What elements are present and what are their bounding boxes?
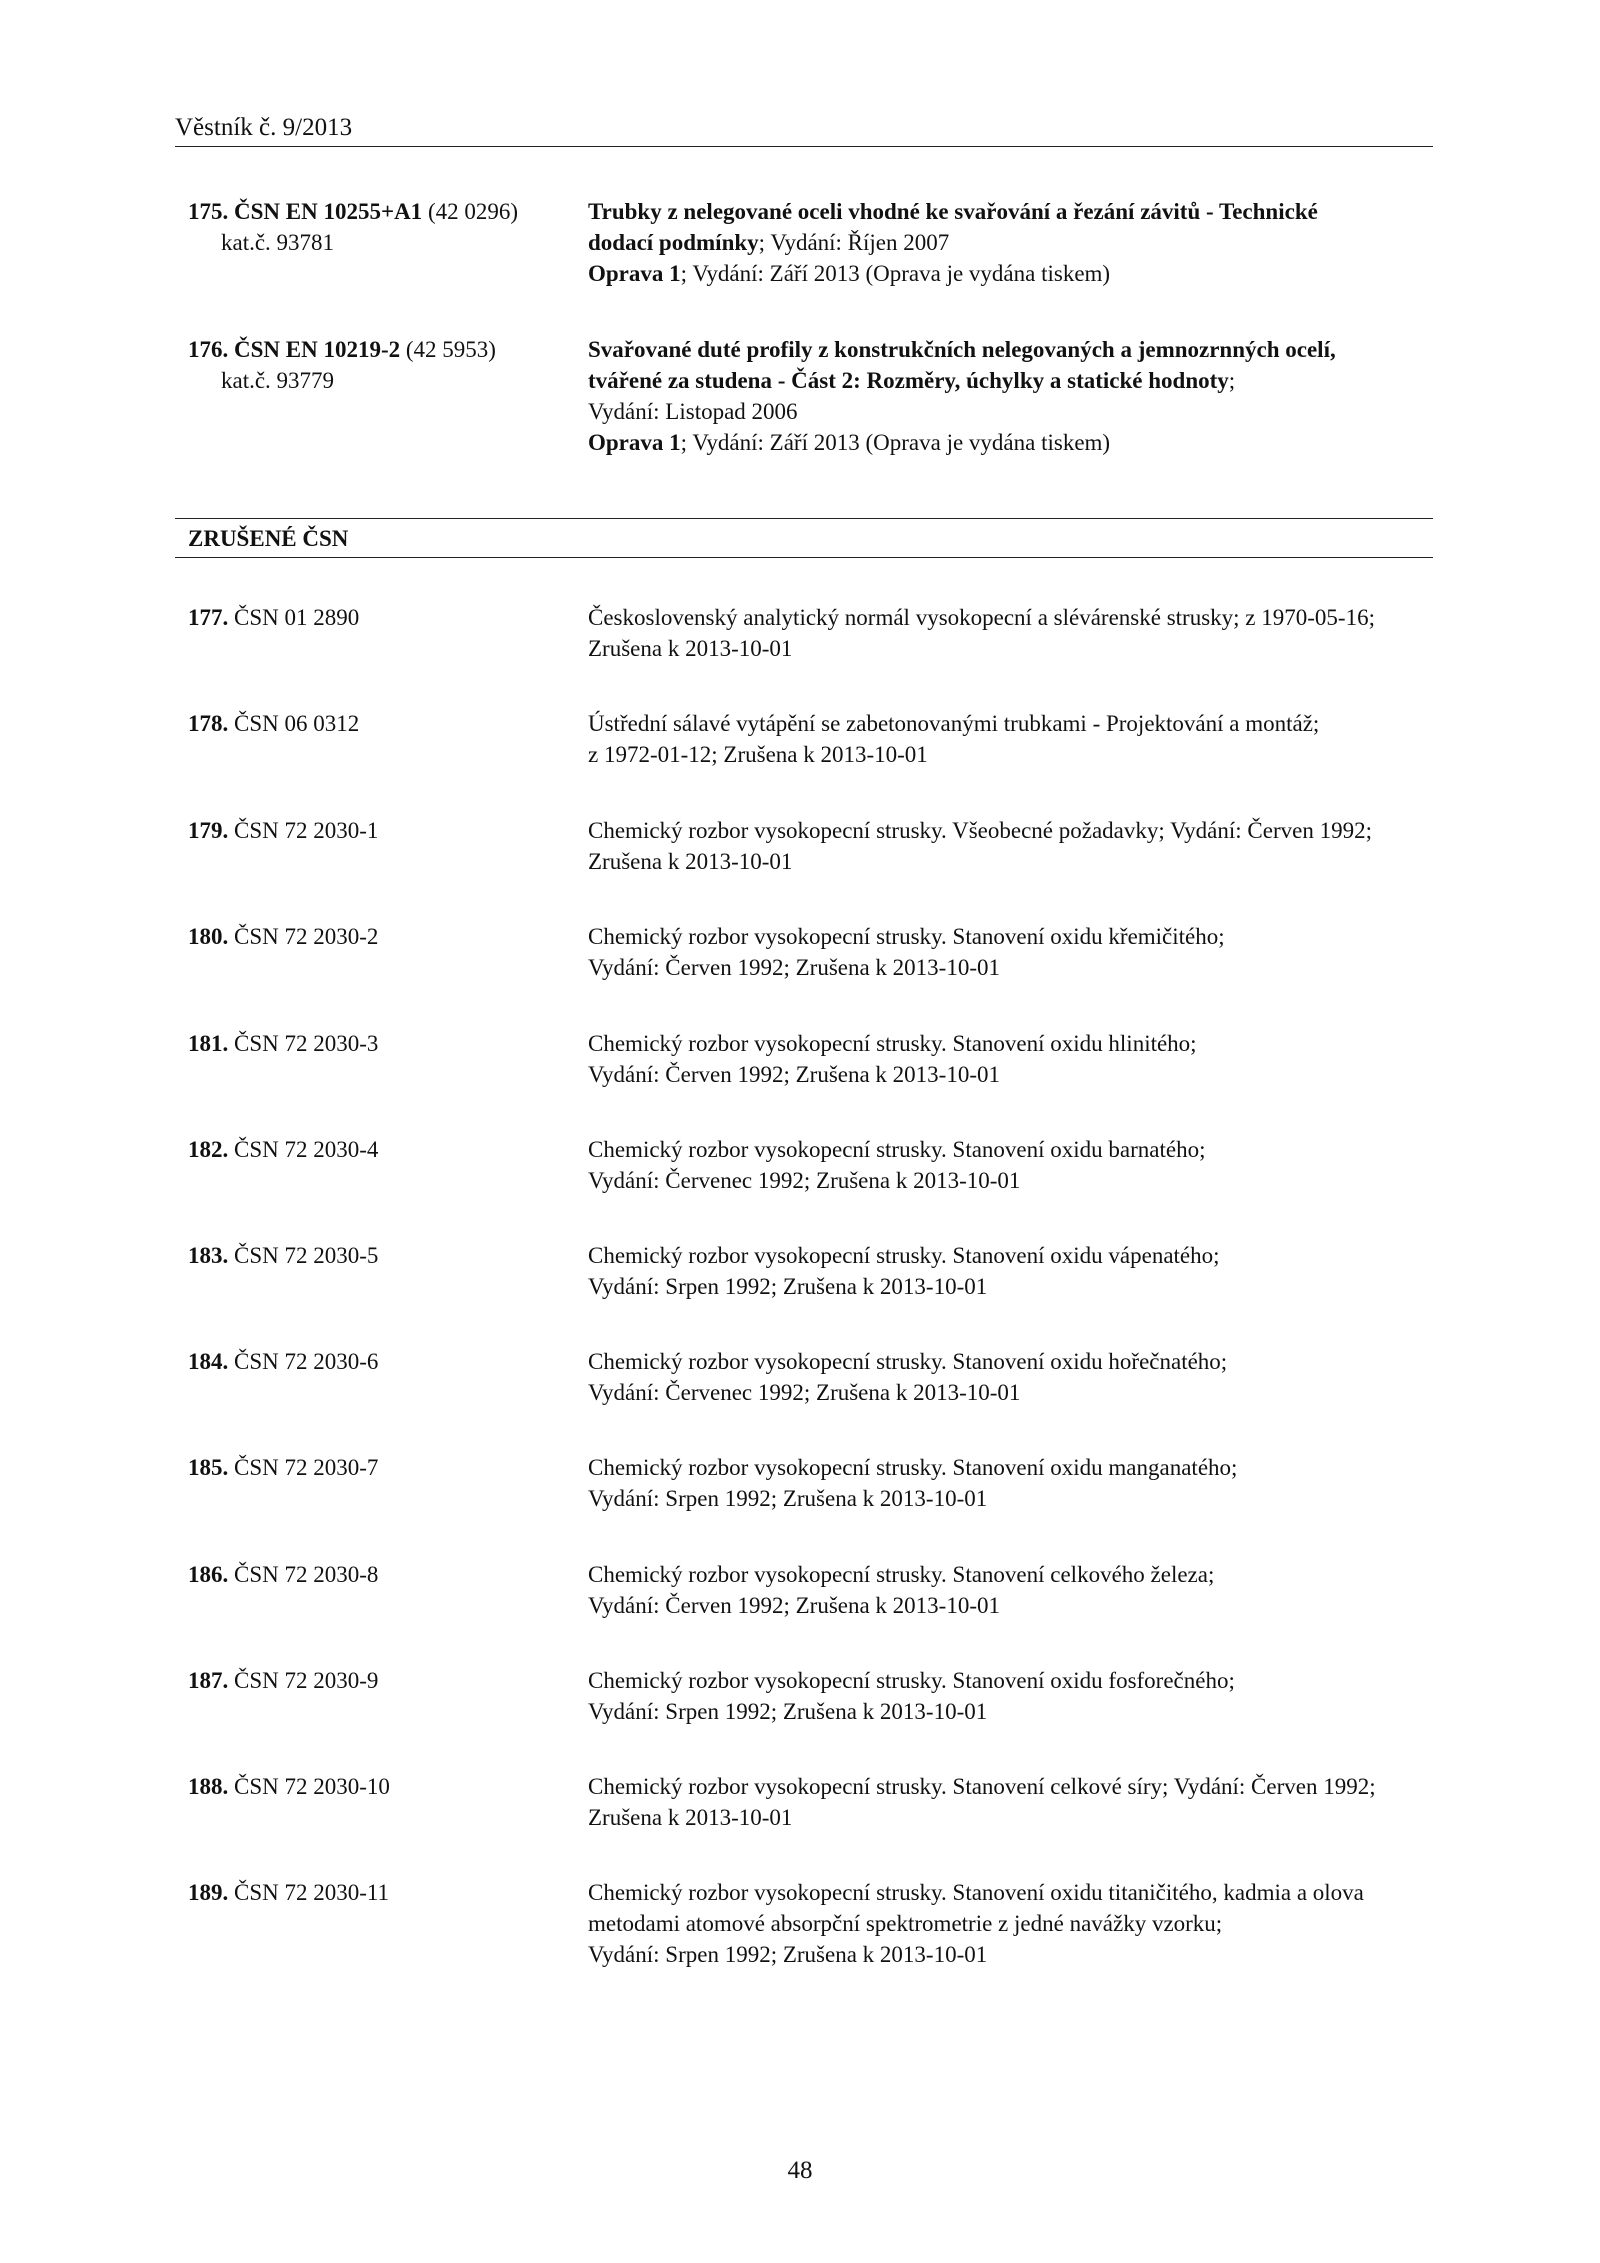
standard-code: ČSN 72 2030-8 xyxy=(228,1562,379,1587)
entry-identifier xyxy=(188,1665,588,1696)
entry-description xyxy=(588,334,1433,458)
section-heading xyxy=(175,518,1433,558)
description-line: Vydání: Srpen 1992; Zrušena k 2013-10-01 xyxy=(588,1942,988,1967)
correction-label: Oprava 1 xyxy=(588,430,681,455)
description-line: Chemický rozbor vysokopecní strusky. Stanovení oxidu barnatého; xyxy=(588,1137,1206,1162)
standard-code: ČSN 72 2030-3 xyxy=(228,1031,379,1056)
entry-identifier xyxy=(188,1134,588,1165)
entry-number: 176. xyxy=(188,337,229,362)
page-header xyxy=(175,112,1433,147)
entry-number: 182. xyxy=(188,1137,229,1162)
description-line: Zrušena k 2013-10-01 xyxy=(588,636,793,661)
description-line: Vydání: Červen 1992; Zrušena k 2013-10-01 xyxy=(588,1062,1001,1087)
entry-description xyxy=(588,1346,1433,1408)
entry-number: 186. xyxy=(188,1562,229,1587)
entry-identifier xyxy=(188,921,588,952)
standard-code: ČSN 72 2030-10 xyxy=(228,1774,390,1799)
description-line: Zrušena k 2013-10-01 xyxy=(588,849,793,874)
entry-identifier xyxy=(188,815,588,846)
standard-code: ČSN 01 2890 xyxy=(228,605,360,630)
description-line: Vydání: Srpen 1992; Zrušena k 2013-10-01 xyxy=(588,1274,988,1299)
entry-number: 183. xyxy=(188,1243,229,1268)
entry-description xyxy=(588,1134,1433,1196)
entry-number: 177. xyxy=(188,605,229,630)
issue-date: ; Vydání: Říjen 2007 xyxy=(758,230,950,255)
entry-description xyxy=(588,196,1433,289)
standard-code: ČSN EN 10255+A1 xyxy=(234,199,423,224)
standard-code: ČSN 72 2030-5 xyxy=(228,1243,379,1268)
catalog-number: kat.č. 93781 xyxy=(221,230,335,255)
description-line: Chemický rozbor vysokopecní strusky. Stanovení oxidu manganatého; xyxy=(588,1455,1238,1480)
entry-identifier xyxy=(188,196,588,258)
correction-label: Oprava 1 xyxy=(588,261,681,286)
entry-description xyxy=(588,1559,1433,1621)
standard-code: ČSN 72 2030-6 xyxy=(228,1349,379,1374)
description-line: Vydání: Červen 1992; Zrušena k 2013-10-01 xyxy=(588,1593,1001,1618)
entry-description xyxy=(588,1771,1433,1833)
standard-code: ČSN 72 2030-2 xyxy=(228,924,379,949)
section-title: ZRUŠENÉ ČSN xyxy=(188,526,349,551)
bulletin-title: Věstník č. 9/2013 xyxy=(175,114,353,141)
description-line: Československý analytický normál vysokopecní a slévárenské strusky; z 1970-05-16; xyxy=(588,605,1375,630)
entry-number: 187. xyxy=(188,1668,229,1693)
description-line: Chemický rozbor vysokopecní strusky. Stanovení oxidu hořečnatého; xyxy=(588,1349,1228,1374)
entry-identifier xyxy=(188,1877,588,1908)
entry-identifier xyxy=(188,1346,588,1377)
standard-title-cont: dodací podmínky xyxy=(588,230,759,255)
page-number: 48 xyxy=(787,2157,813,2184)
entry-description xyxy=(588,602,1433,664)
entry-description xyxy=(588,815,1433,877)
description-line: Chemický rozbor vysokopecní strusky. Stanovení oxidu křemičitého; xyxy=(588,924,1225,949)
entry-identifier xyxy=(188,1559,588,1590)
entry-identifier xyxy=(188,334,588,396)
entry-number: 175. xyxy=(188,199,229,224)
description-line: Chemický rozbor vysokopecní strusky. Všeobecné požadavky; Vydání: Červen 1992; xyxy=(588,818,1372,843)
entry-identifier xyxy=(188,1240,588,1271)
description-line: Chemický rozbor vysokopecní strusky. Stanovení celkového železa; xyxy=(588,1562,1215,1587)
standard-code: ČSN 72 2030-9 xyxy=(228,1668,379,1693)
entry-number: 181. xyxy=(188,1031,229,1056)
description-line: Vydání: Červen 1992; Zrušena k 2013-10-01 xyxy=(588,955,1001,980)
catalog-number: kat.č. 93779 xyxy=(221,368,335,393)
entry-number: 178. xyxy=(188,711,229,736)
description-line: Vydání: Červenec 1992; Zrušena k 2013-10-01 xyxy=(588,1168,1021,1193)
entry-identifier xyxy=(188,602,588,633)
description-line: Chemický rozbor vysokopecní strusky. Stanovení oxidu titaničitého, kadmia a olova xyxy=(588,1880,1364,1905)
description-line: Chemický rozbor vysokopecní strusky. Stanovení oxidu fosforečného; xyxy=(588,1668,1235,1693)
standard-code: ČSN EN 10219-2 xyxy=(234,337,401,362)
standard-code: ČSN 72 2030-4 xyxy=(228,1137,379,1162)
standard-title: Trubky z nelegované oceli vhodné ke svařování a řezání závitů - Technické xyxy=(588,199,1318,224)
entry-description xyxy=(588,1665,1433,1727)
description-line: Chemický rozbor vysokopecní strusky. Stanovení oxidu hlinitého; xyxy=(588,1031,1197,1056)
description-line: Ústřední sálavé vytápění se zabetonovanými trubkami - Projektování a montáž; xyxy=(588,711,1320,736)
issue-date: Vydání: Listopad 2006 xyxy=(588,399,798,424)
correction-info: ; Vydání: Září 2013 (Oprava je vydána tiskem) xyxy=(680,261,1111,286)
description-line: Vydání: Červenec 1992; Zrušena k 2013-10-01 xyxy=(588,1380,1021,1405)
description-line: Chemický rozbor vysokopecní strusky. Stanovení celkové síry; Vydání: Červen 1992; xyxy=(588,1774,1376,1799)
standard-code: ČSN 06 0312 xyxy=(228,711,360,736)
entry-number: 179. xyxy=(188,818,229,843)
entry-number: 188. xyxy=(188,1774,229,1799)
standard-class: (42 0296) xyxy=(422,199,519,224)
entry-description xyxy=(588,1028,1433,1090)
entry-identifier xyxy=(188,1771,588,1802)
entry-description xyxy=(588,1452,1433,1514)
entry-identifier xyxy=(188,1028,588,1059)
standard-title-cont: tvářené za studena - Část 2: Rozměry, úchylky a statické hodnoty xyxy=(588,368,1229,393)
entry-number: 184. xyxy=(188,1349,229,1374)
entry-number: 185. xyxy=(188,1455,229,1480)
standard-code: ČSN 72 2030-11 xyxy=(228,1880,390,1905)
description-line: Vydání: Srpen 1992; Zrušena k 2013-10-01 xyxy=(588,1486,988,1511)
standard-class: (42 5953) xyxy=(400,337,496,362)
correction-info: ; Vydání: Září 2013 (Oprava je vydána tiskem) xyxy=(680,430,1111,455)
title-end: ; xyxy=(1228,368,1236,393)
standard-code: ČSN 72 2030-1 xyxy=(228,818,379,843)
entry-number: 180. xyxy=(188,924,229,949)
entry-description xyxy=(588,921,1433,983)
standard-title: Svařované duté profily z konstrukčních nelegovaných a jemnozrnných ocelí, xyxy=(588,337,1336,362)
description-line: Vydání: Srpen 1992; Zrušena k 2013-10-01 xyxy=(588,1699,988,1724)
entry-identifier xyxy=(188,708,588,739)
entry-description xyxy=(588,708,1433,770)
entry-description xyxy=(588,1877,1433,1970)
entry-number: 189. xyxy=(188,1880,229,1905)
description-line: metodami atomové absorpční spektrometrie z jedné navážky vzorku; xyxy=(588,1911,1223,1936)
description-line: z 1972-01-12; Zrušena k 2013-10-01 xyxy=(588,742,928,767)
standard-code: ČSN 72 2030-7 xyxy=(228,1455,379,1480)
description-line: Chemický rozbor vysokopecní strusky. Stanovení oxidu vápenatého; xyxy=(588,1243,1220,1268)
description-line: Zrušena k 2013-10-01 xyxy=(588,1805,793,1830)
entry-identifier xyxy=(188,1452,588,1483)
entry-description xyxy=(588,1240,1433,1302)
